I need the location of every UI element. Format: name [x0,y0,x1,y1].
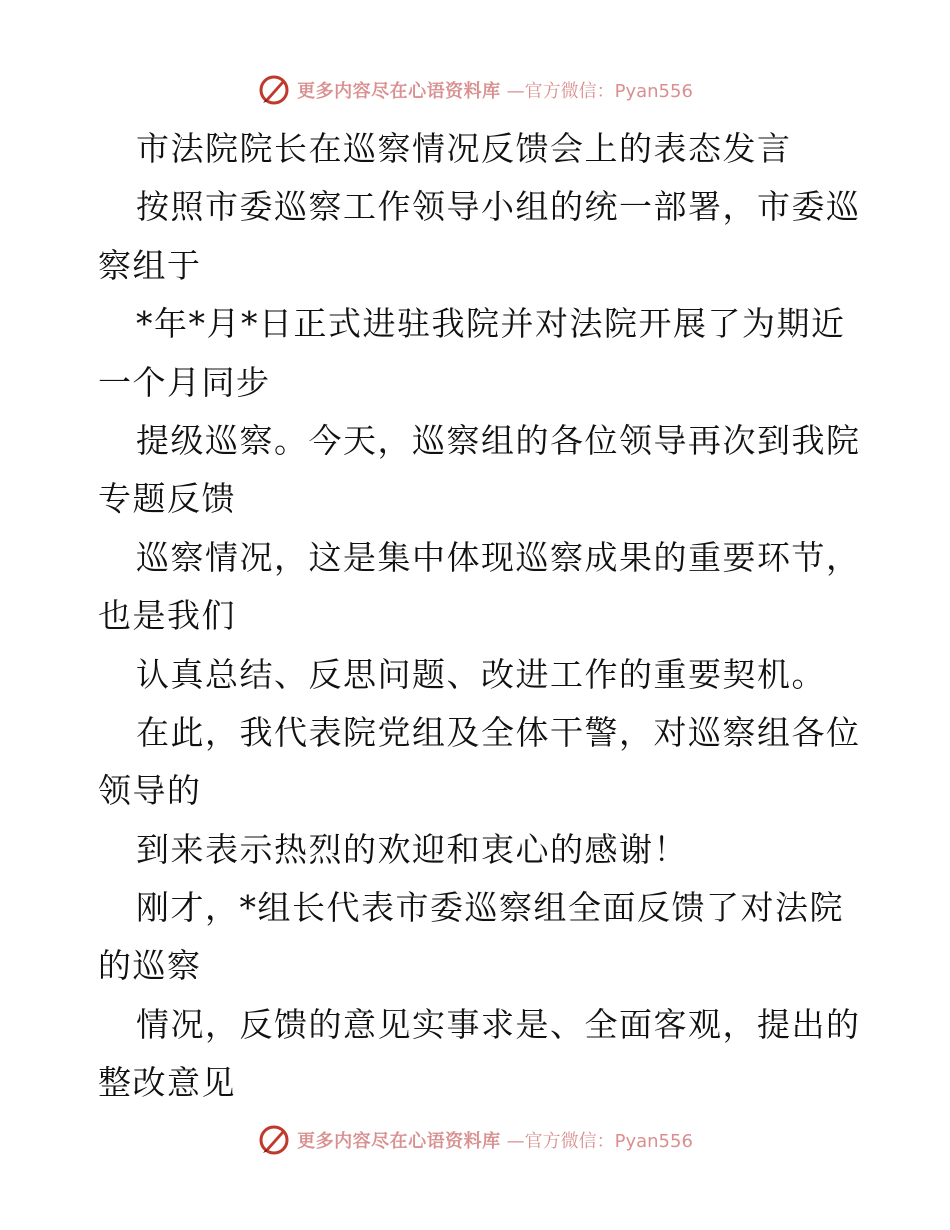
paragraph-line: 专题反馈 [98,479,236,519]
paragraph-line: 认真总结、反思问题、改进工作的重要契机。 [136,654,826,694]
paragraph-line: 按照市委巡察工作领导小组的统一部署，市委巡 [136,187,861,227]
pen-logo-icon [257,1123,291,1157]
footer-wechat-text: —官方微信：Pyan556 [506,1131,693,1152]
paragraph-line: 的巡察 [98,946,202,986]
footer-promo-text: 更多内容尽在心语资料库 [297,1131,501,1152]
paragraph-line: 整改意见 [98,1063,236,1103]
header-banner [0,70,950,110]
paragraph-line: 一个月同步 [98,362,271,402]
paragraph-line: *年*月*日正式进驻我院并对法院开展了为期近 [136,304,846,344]
paragraph-line: 在此，我代表院党组及全体干警，对巡察组各位 [136,712,861,752]
paragraph-line: 刚才，*组长代表市委巡察组全面反馈了对法院 [136,888,844,928]
paragraph-line: 察组于 [98,245,202,285]
paragraph-line: 巡察情况，这是集中体现巡察成果的重要环节， [136,537,861,577]
document-title: 市法院院长在巡察情况反馈会上的表态发言 [136,129,792,168]
document-body [98,120,861,1113]
pen-logo-icon [257,73,291,107]
paragraph-line: 到来表示热烈的欢迎和衷心的感谢！ [136,829,688,869]
paragraph-line: 也是我们 [98,596,236,636]
paragraph-line: 领导的 [98,771,202,811]
header-promo-text: 更多内容尽在心语资料库 [297,81,501,102]
paragraph-line: 情况，反馈的意见实事求是、全面客观，提出的 [136,1004,861,1044]
header-wechat-text: —官方微信：Pyan556 [506,81,693,102]
paragraph-line: 提级巡察。今天，巡察组的各位领导再次到我院 [136,420,861,460]
footer-banner [0,1120,950,1160]
